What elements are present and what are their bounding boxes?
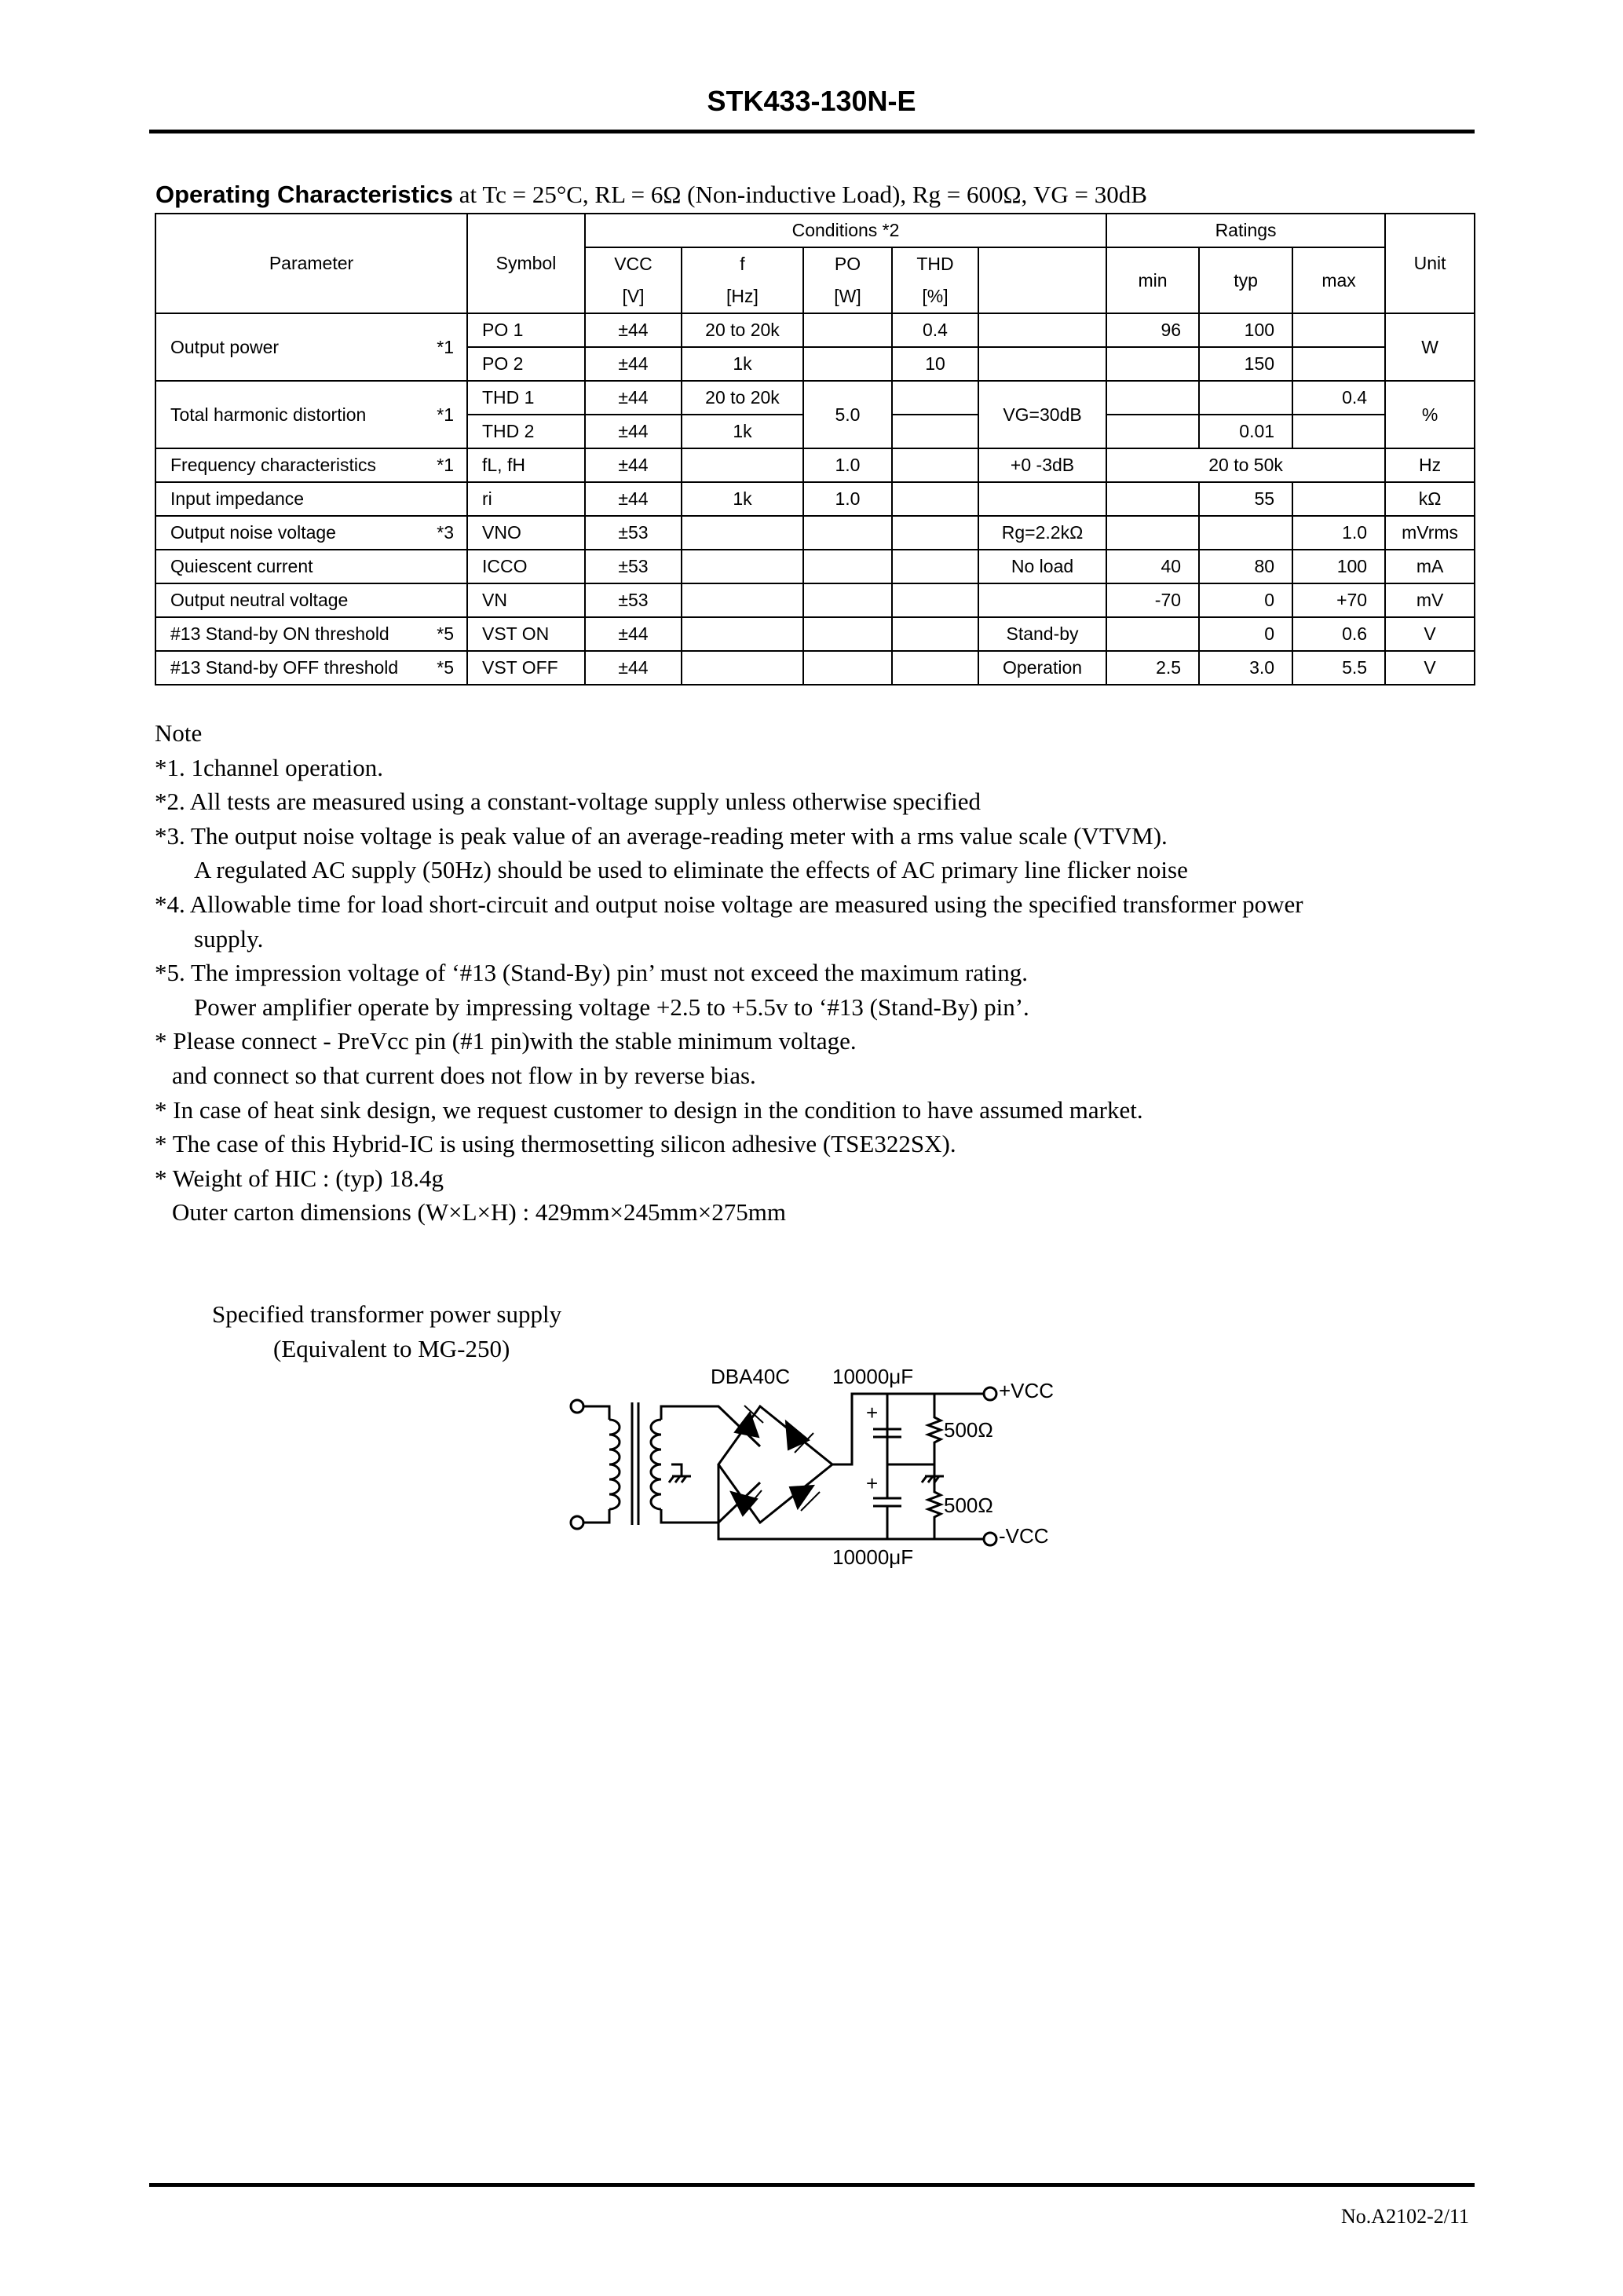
row-vcc: ±44 [585,415,682,448]
row-cond: Rg=2.2kΩ [978,516,1106,550]
row-min: -70 [1106,583,1199,617]
header-thd: THD [892,247,978,280]
row-param: #13 Stand-by OFF threshold *5 [155,651,467,685]
row-f: 20 to 20k [682,313,803,347]
transformer-secondary [651,1420,661,1509]
row-unit: % [1385,381,1475,448]
cap-bottom-label: 10000μF [832,1545,914,1569]
row-typ: 20 to 50k [1106,448,1385,482]
header-vcc: VCC [585,247,682,280]
row-typ: 100 [1199,313,1292,347]
header-min: min [1106,247,1199,313]
row-symbol: ri [467,482,585,516]
row-vcc: ±44 [585,381,682,415]
vcc-pos-label: +VCC [999,1379,1055,1402]
row-cond: Stand-by [978,617,1106,651]
row-param: Frequency characteristics *1 [155,448,467,482]
resistor-bottom [928,1476,941,1539]
note-3: *3. The output noise voltage is peak value of an average-reading meter with a rms value scale (VTVM). [155,821,1168,850]
header-po-unit: [W] [803,280,892,313]
row-typ: 55 [1199,482,1292,516]
row-po: 1.0 [803,482,892,516]
note-5-cont: Power amplifier operate by impressing voltage +2.5 to +5.5v to ‘#13 (Stand-By) pin’. [194,993,1029,1021]
note-4-cont: supply. [194,924,264,952]
note-3-cont: A regulated AC supply (50Hz) should be used to eliminate the effects of AC primary line flicker noise [194,856,1188,884]
row-unit: mV [1385,583,1475,617]
section-heading-conditions: at Tc = 25°C, RL = 6Ω (Non-inductive Load), Rg = 600Ω, VG = 30dB [453,181,1147,208]
row-f: 1k [682,347,803,381]
row-typ: 0 [1199,617,1292,651]
row-param: Quiescent current [155,550,467,583]
header-po: PO [803,247,892,280]
resistor-top [928,1394,941,1464]
row-max: 0.6 [1292,617,1385,651]
ground-icon [669,1476,944,1483]
header-f-unit: [Hz] [682,280,803,313]
row-symbol: VN [467,583,585,617]
header-parameter: Parameter [155,214,467,313]
row-symbol: THD 1 [467,381,585,415]
row-symbol: PO 1 [467,313,585,347]
row-typ: 0.01 [1199,415,1292,448]
row-symbol: VST OFF [467,651,585,685]
row-max: 5.5 [1292,651,1385,685]
header-thd-unit: [%] [892,280,978,313]
row-cond: VG=30dB [978,381,1106,448]
row-f: 1k [682,482,803,516]
section-heading-bold: Operating Characteristics [155,181,454,208]
row-unit: V [1385,651,1475,685]
row-symbol: VNO [467,516,585,550]
row-f: 20 to 20k [682,381,803,415]
row-symbol: fL, fH [467,448,585,482]
transformer-primary [609,1420,620,1509]
row-param: Output neutral voltage [155,583,467,617]
row-f: 1k [682,415,803,448]
note-8: * The case of this Hybrid-IC is using thermosetting silicon adhesive (TSE322SX). [155,1130,956,1158]
notes-title: Note [155,719,203,747]
header-f: f [682,247,803,280]
row-unit: Hz [1385,448,1475,482]
vcc-neg-terminal [984,1533,996,1545]
row-vcc: ±53 [585,516,682,550]
row-cond: No load [978,550,1106,583]
note-5: *5. The impression voltage of ‘#13 (Stand-By) pin’ must not exceed the maximum rating. [155,959,1029,987]
note-7: * In case of heat sink design, we request customer to design in the condition to have assumed market. [155,1095,1143,1124]
row-typ: 150 [1199,347,1292,381]
row-vcc: ±44 [585,482,682,516]
schematic-caption-sub: (Equivalent to MG-250) [273,1335,510,1362]
cap-top-polarity: + [866,1401,879,1424]
page-title: STK433-130N-E [707,85,916,117]
row-max: +70 [1292,583,1385,617]
row-thd: 10 [892,347,978,381]
row-po: 1.0 [803,448,892,482]
note-1: *1. 1channel operation. [155,753,383,781]
row-vcc: ±44 [585,617,682,651]
row-unit: mVrms [1385,516,1475,550]
row-unit: W [1385,313,1475,381]
row-min: 96 [1106,313,1199,347]
row-typ: 3.0 [1199,651,1292,685]
row-typ: 0 [1199,583,1292,617]
bridge-diodes [731,1406,820,1515]
footer-rule [149,2183,1475,2187]
page-number: No.A2102-2/11 [1341,2205,1469,2228]
note-4: *4. Allowable time for load short-circuit and output noise voltage are measured using the specified transformer power [155,890,1303,918]
input-terminal-bottom [571,1516,583,1529]
row-typ: 80 [1199,550,1292,583]
row-param: Output noise voltage *3 [155,516,467,550]
schematic-caption: Specified transformer power supply [212,1300,562,1328]
input-terminal-top [571,1400,583,1413]
note-2: *2. All tests are measured using a constant-voltage supply unless otherwise specified [155,788,981,816]
row-max: 0.4 [1292,381,1385,415]
row-param: Total harmonic distortion *1 [155,381,467,448]
note-9: * Weight of HIC : (typ) 18.4g [155,1164,444,1192]
header-typ: typ [1199,247,1292,313]
row-max: 100 [1292,550,1385,583]
row-param: #13 Stand-by ON threshold *5 [155,617,467,651]
row-vcc: ±53 [585,583,682,617]
cap-bottom-polarity: + [866,1472,879,1495]
header-conditions: Conditions *2 [585,214,1106,247]
row-vcc: ±44 [585,347,682,381]
header-ratings: Ratings [1106,214,1385,247]
row-cond: Operation [978,651,1106,685]
row-vcc: ±44 [585,448,682,482]
row-vcc: ±53 [585,550,682,583]
row-thd: 0.4 [892,313,978,347]
header-vcc-unit: [V] [585,280,682,313]
transformer-core [632,1402,638,1525]
row-min: 2.5 [1106,651,1199,685]
row-param: Input impedance [155,482,467,516]
row-param: Output power *1 [155,313,467,381]
row-symbol: PO 2 [467,347,585,381]
row-unit: V [1385,617,1475,651]
header-symbol: Symbol [467,214,585,313]
row-min: 40 [1106,550,1199,583]
header-max: max [1292,247,1385,313]
note-6: * Please connect - PreVcc pin (#1 pin)with the stable minimum voltage. [155,1027,857,1055]
res-top-label: 500Ω [944,1418,993,1442]
row-max: 1.0 [1292,516,1385,550]
row-unit: kΩ [1385,482,1475,516]
row-symbol: VST ON [467,617,585,651]
row-po: 5.0 [803,381,892,448]
note-6-cont: and connect so that current does not flow in by reverse bias. [172,1061,756,1089]
header-unit: Unit [1385,214,1475,313]
row-cond: +0 -3dB [978,448,1106,482]
row-vcc: ±44 [585,651,682,685]
row-symbol: THD 2 [467,415,585,448]
vcc-neg-label: -VCC [999,1524,1049,1548]
row-vcc: ±44 [585,313,682,347]
row-unit: mA [1385,550,1475,583]
cap-top-label: 10000μF [832,1365,914,1388]
note-9-cont: Outer carton dimensions (W×L×H) : 429mm×245mm×275mm [172,1198,786,1227]
res-bottom-label: 500Ω [944,1493,993,1517]
vcc-pos-terminal [984,1387,996,1400]
bridge-label: DBA40C [711,1365,791,1388]
row-symbol: ICCO [467,550,585,583]
